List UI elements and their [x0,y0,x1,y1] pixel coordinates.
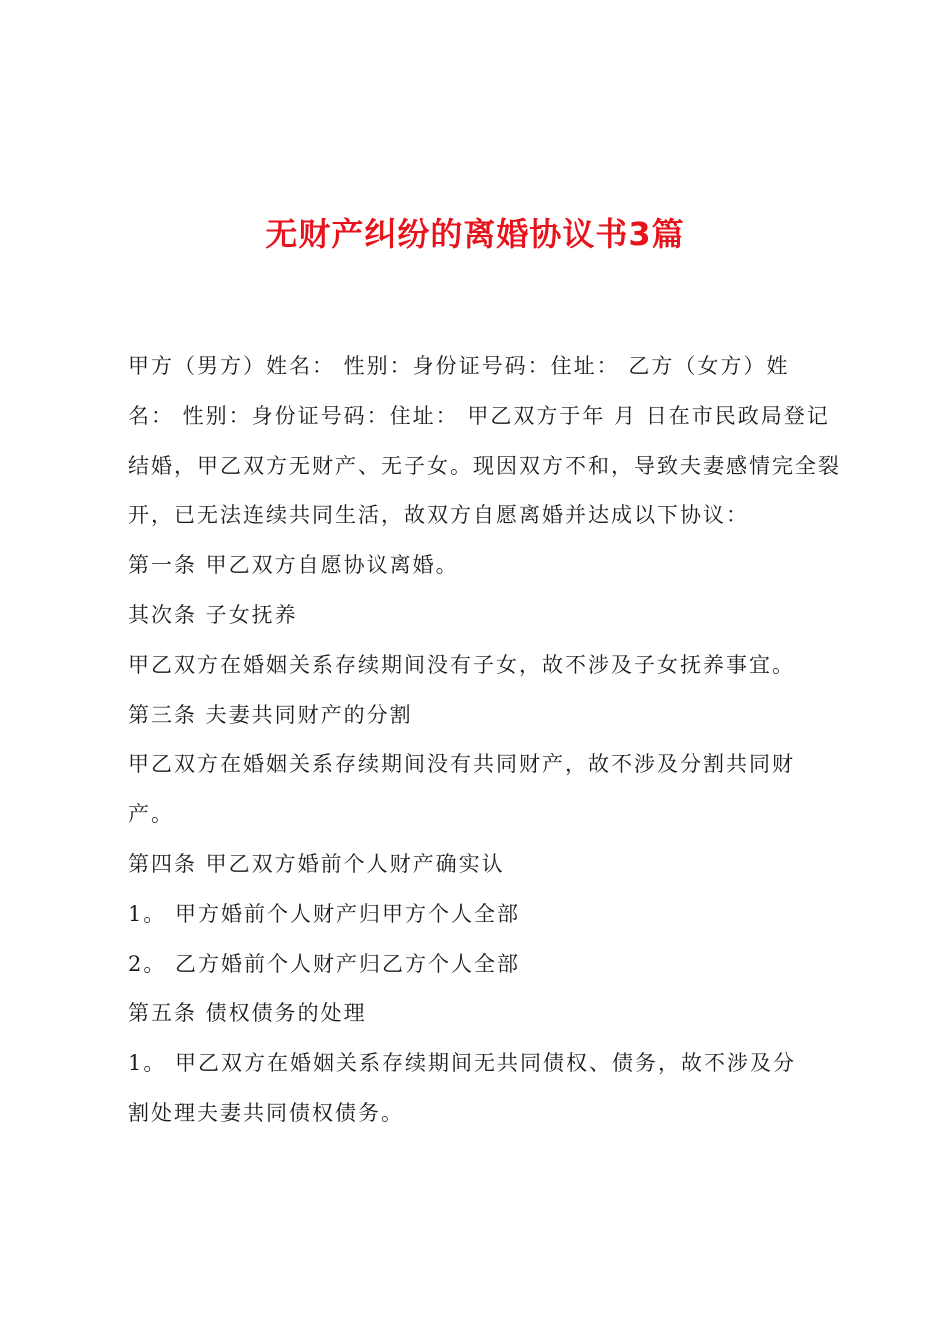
list-item: 1。 甲乙双方在婚姻关系存续期间无共同债权、债务，故不涉及分 [128,1051,797,1076]
article-heading: 第三条 夫妻共同财产的分割 [128,702,413,727]
document-title: 无财产纠纷的离婚协议书3篇 [265,215,685,253]
paragraph-line: 割处理夫妻共同债权债务。 [128,1100,404,1125]
paragraph-line: 名： 性别：身份证号码：住址： 甲乙双方于年 月 日在市民政局登记 [128,403,830,428]
paragraph-line: 结婚，甲乙双方无财产、无子女。现因双方不和，导致夫妻感情完全裂 [128,453,841,478]
document-body [128,342,841,1139]
article-heading: 第四条 甲乙双方婚前个人财产确实认 [128,851,505,876]
article-heading: 其次条 子女抚养 [128,602,298,627]
paragraph-line: 甲乙双方在婚姻关系存续期间没有子女，故不涉及子女抚养事宜。 [128,652,795,677]
list-item: 2。 乙方婚前个人财产归乙方个人全部 [128,951,521,976]
paragraph-line: 产。 [128,802,174,827]
paragraph-line: 甲乙双方在婚姻关系存续期间没有共同财产，故不涉及分割共同财 [128,752,795,777]
paragraph-line: 开，已无法连续共同生活，故双方自愿离婚并达成以下协议： [128,503,749,528]
paragraph-line: 甲方（男方）姓名： 性别：身份证号码：住址： 乙方（女方）姓 [128,354,790,378]
list-item: 1。 甲方婚前个人财产归甲方个人全部 [128,901,521,926]
article-heading: 第五条 债权债务的处理 [128,1001,367,1026]
article-heading: 第一条 甲乙双方自愿协议离婚。 [128,553,459,578]
